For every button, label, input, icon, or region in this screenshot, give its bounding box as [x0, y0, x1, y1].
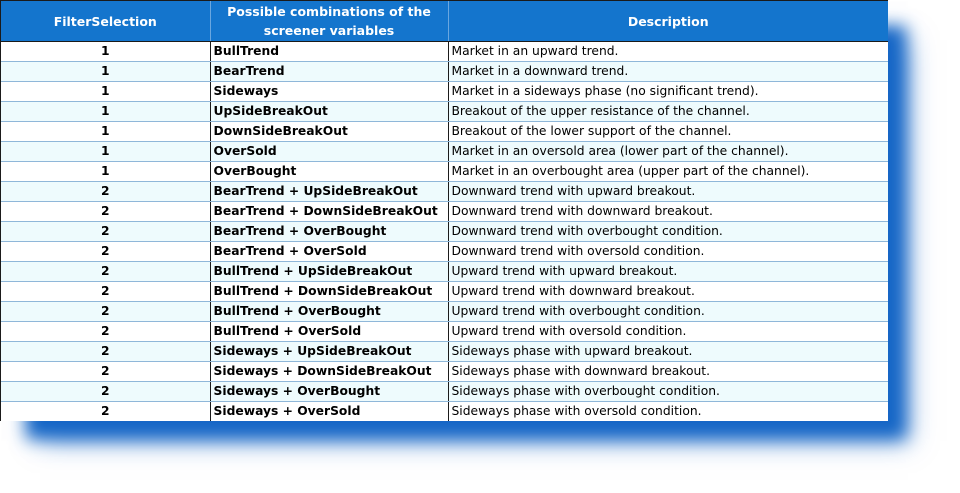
description-cell: Market in an upward trend.: [448, 42, 888, 62]
description-cell: Breakout of the lower support of the channel.: [448, 122, 888, 142]
table-row: [1, 82, 888, 102]
combination-cell: Sideways + UpSideBreakOut: [210, 342, 448, 362]
description-cell: Upward trend with upward breakout.: [448, 262, 888, 282]
description-cell: Downward trend with downward breakout.: [448, 202, 888, 222]
table-row: [1, 402, 888, 422]
description-cell: Upward trend with downward breakout.: [448, 282, 888, 302]
description-cell: Sideways phase with overbought condition.: [448, 382, 888, 402]
table-row: [1, 242, 888, 262]
header-combinations: [210, 1, 448, 42]
table-row: [1, 382, 888, 402]
screener-combinations-table: [1, 1, 888, 421]
description-cell: Market in a sideways phase (no significant trend).: [448, 82, 888, 102]
filter-selection-cell: 2: [1, 282, 210, 302]
description-cell: Market in an oversold area (lower part of the channel).: [448, 142, 888, 162]
combination-cell: BullTrend + UpSideBreakOut: [210, 262, 448, 282]
table-row: [1, 342, 888, 362]
table-row: [1, 42, 888, 62]
combination-cell: Sideways + DownSideBreakOut: [210, 362, 448, 382]
table-row: [1, 162, 888, 182]
table-row: [1, 122, 888, 142]
description-cell: Upward trend with overbought condition.: [448, 302, 888, 322]
header-combinations-line2: screener variables: [263, 23, 395, 38]
header-filter-selection: FilterSelection: [1, 1, 210, 42]
combination-cell: BullTrend + OverBought: [210, 302, 448, 322]
table-row: [1, 222, 888, 242]
table-header: [1, 1, 888, 42]
filter-selection-cell: 2: [1, 342, 210, 362]
combination-cell: Sideways + OverSold: [210, 402, 448, 422]
filter-selection-cell: 2: [1, 242, 210, 262]
header-row: [1, 1, 888, 42]
combination-cell: UpSideBreakOut: [210, 102, 448, 122]
combination-cell: BearTrend + OverBought: [210, 222, 448, 242]
filter-selection-cell: 2: [1, 202, 210, 222]
filter-selection-cell: 1: [1, 102, 210, 122]
table-row: [1, 302, 888, 322]
filter-selection-cell: 1: [1, 82, 210, 102]
description-cell: Downward trend with overbought condition.: [448, 222, 888, 242]
filter-selection-cell: 1: [1, 162, 210, 182]
table-row: [1, 102, 888, 122]
combination-cell: OverBought: [210, 162, 448, 182]
description-cell: Upward trend with oversold condition.: [448, 322, 888, 342]
description-cell: Sideways phase with oversold condition.: [448, 402, 888, 422]
filter-selection-cell: 1: [1, 42, 210, 62]
description-cell: Downward trend with upward breakout.: [448, 182, 888, 202]
combination-cell: BearTrend: [210, 62, 448, 82]
filter-selection-cell: 2: [1, 322, 210, 342]
description-cell: Sideways phase with upward breakout.: [448, 342, 888, 362]
combination-cell: BullTrend: [210, 42, 448, 62]
filter-selection-cell: 2: [1, 402, 210, 422]
table-body: [1, 42, 888, 422]
description-cell: Market in an overbought area (upper part of the channel).: [448, 162, 888, 182]
description-cell: Sideways phase with downward breakout.: [448, 362, 888, 382]
header-combinations-line1: Possible combinations of the: [227, 4, 431, 19]
table-row: [1, 142, 888, 162]
filter-selection-cell: 1: [1, 142, 210, 162]
header-description: Description: [448, 1, 888, 42]
combination-cell: OverSold: [210, 142, 448, 162]
description-cell: Downward trend with oversold condition.: [448, 242, 888, 262]
filter-selection-cell: 2: [1, 302, 210, 322]
table-row: [1, 282, 888, 302]
filter-selection-cell: 1: [1, 122, 210, 142]
combination-cell: BearTrend + OverSold: [210, 242, 448, 262]
table-row: [1, 182, 888, 202]
combination-cell: BullTrend + OverSold: [210, 322, 448, 342]
combination-cell: BearTrend + UpSideBreakOut: [210, 182, 448, 202]
table-row: [1, 62, 888, 82]
combination-cell: Sideways: [210, 82, 448, 102]
filter-selection-cell: 2: [1, 382, 210, 402]
combination-cell: BullTrend + DownSideBreakOut: [210, 282, 448, 302]
filter-selection-cell: 2: [1, 262, 210, 282]
combination-cell: BearTrend + DownSideBreakOut: [210, 202, 448, 222]
filter-selection-cell: 2: [1, 182, 210, 202]
description-cell: Market in a downward trend.: [448, 62, 888, 82]
combination-cell: DownSideBreakOut: [210, 122, 448, 142]
combination-cell: Sideways + OverBought: [210, 382, 448, 402]
filter-selection-cell: 2: [1, 222, 210, 242]
table-row: [1, 362, 888, 382]
filter-selection-cell: 2: [1, 362, 210, 382]
table-row: [1, 262, 888, 282]
filter-selection-cell: 1: [1, 62, 210, 82]
table-row: [1, 202, 888, 222]
table-row: [1, 322, 888, 342]
description-cell: Breakout of the upper resistance of the channel.: [448, 102, 888, 122]
